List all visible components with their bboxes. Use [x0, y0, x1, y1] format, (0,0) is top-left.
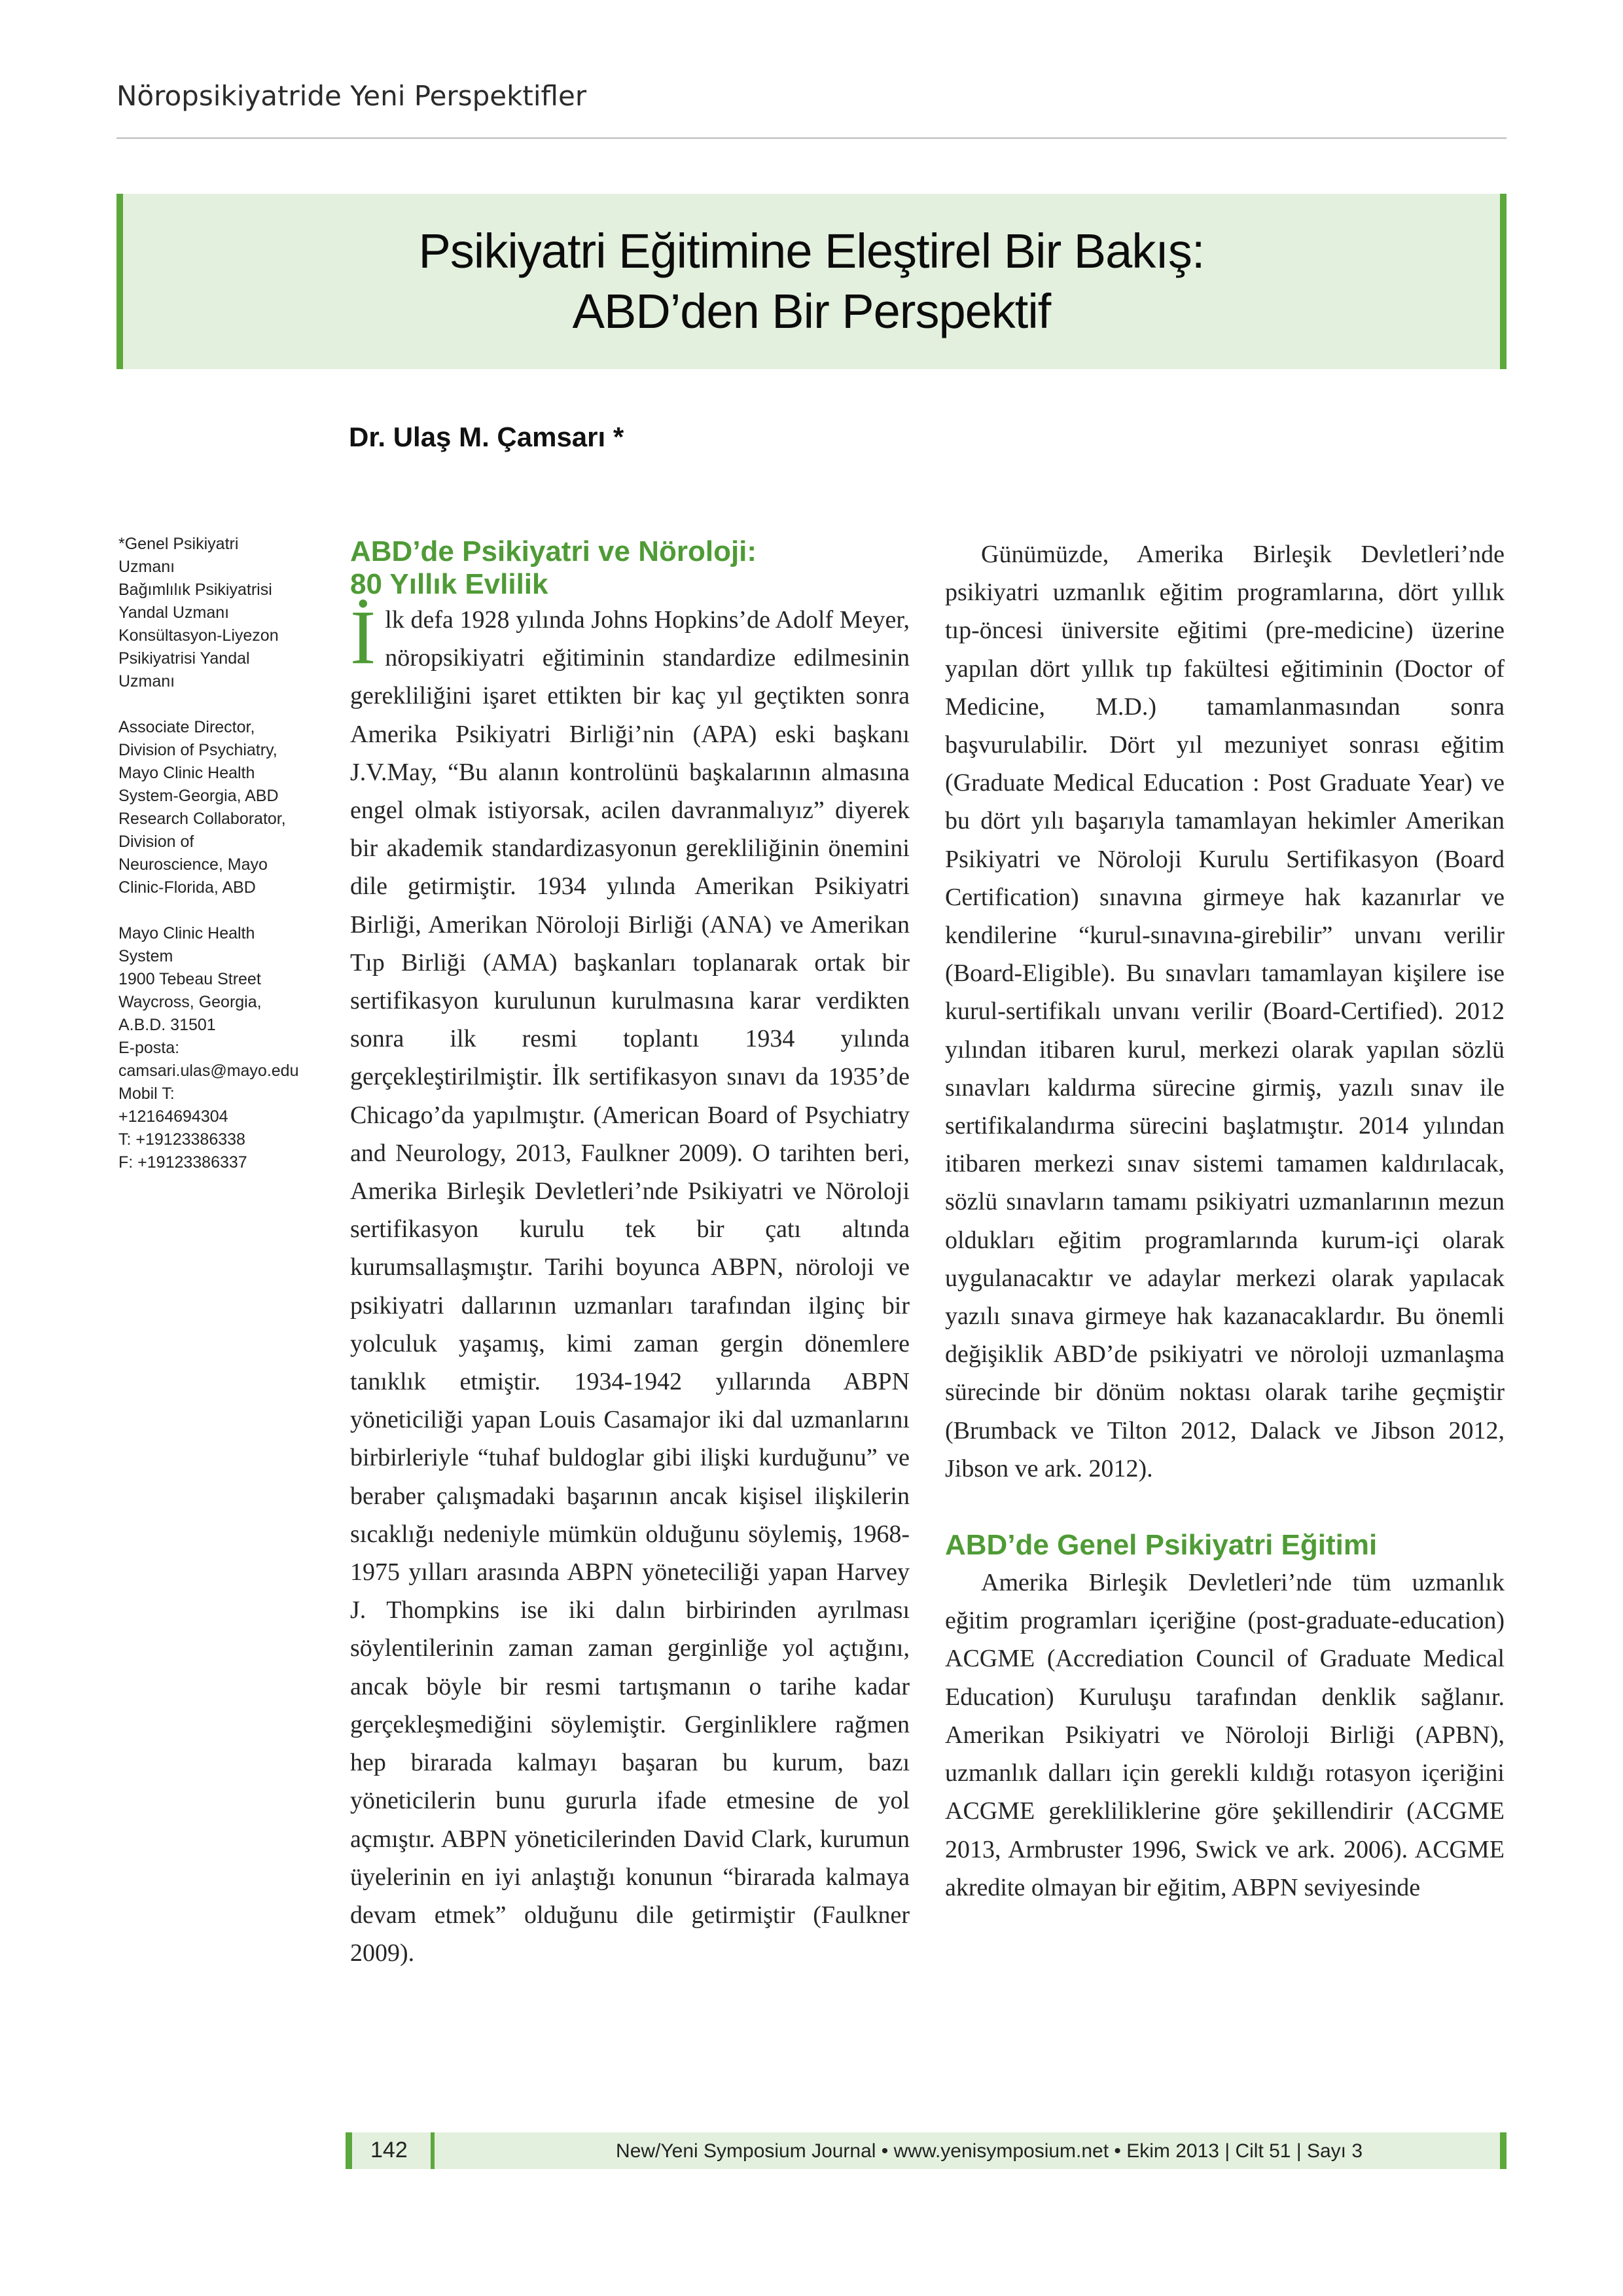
contact-phone: T: +19123386338: [118, 1130, 245, 1149]
article-column-2: [945, 535, 1505, 1907]
affiliation-line: Konsültasyon-Liyezon: [118, 626, 279, 645]
affiliation-line: Neuroscience, Mayo: [118, 855, 268, 874]
affiliation-line: Uzmanı: [118, 558, 175, 576]
contact-fax: F: +19123386337: [118, 1153, 247, 1172]
section-heading: [350, 535, 910, 601]
affiliation-line: Research Collaborator,: [118, 810, 286, 828]
affiliation-position-block: [118, 716, 315, 899]
contact-line: Waycross, Georgia,: [118, 993, 262, 1011]
author-affiliation-sidebar: [118, 533, 315, 1197]
journal-info: New/Yeni Symposium Journal • www.yenisymposium.net • Ekim 2013 | Cilt 51 | Sayı 3: [616, 2140, 1363, 2162]
contact-line: A.B.D. 31501: [118, 1016, 216, 1034]
body-paragraph: [350, 594, 910, 1972]
page-number: 142: [370, 2138, 408, 2162]
body-paragraph: Amerika Birleşik Devletleri’nde tüm uzmanlık eğitim programları içeriğine (post-graduate-education) ACGME (Accrediation Council of Graduate Medical Education) Kuruluşu tarafından denklik sağlanır. Amerikan Psikiyatri ve Nöroloji Birliği (APBN), uzmanlık dalları için gerekli kıldığı rotasyon içeriğini ACGME gerekliliklerine göre şekillendirir (ACGME 2013, Armbruster 1996, Swick ve ark. 2006). ACGME akredite olmayan bir eğitim, ABPN seviyesinde: [945, 1569, 1505, 1901]
article-title-line-1: Psikiyatri Eğitimine Eleştirel Bir Bakış:: [418, 224, 1205, 278]
contact-address-block: [118, 922, 315, 1174]
section-heading: ABD’de Genel Psikiyatri Eğitimi: [945, 1529, 1378, 1562]
author-name: Dr. Ulaş M. Çamsarı *: [349, 422, 624, 452]
affiliation-line: Clinic-Florida, ABD: [118, 878, 256, 897]
contact-phone: +12164694304: [118, 1107, 228, 1126]
contact-email: camsari.ulas@mayo.edu: [118, 1062, 299, 1080]
affiliation-line: Uzmanı: [118, 672, 175, 691]
contact-line: Mayo Clinic Health: [118, 924, 255, 942]
affiliation-line: *Genel Psikiyatri: [118, 535, 239, 553]
running-head: Nöropsikiyatride Yeni Perspektifler: [116, 80, 587, 112]
article-title-line-2: ABD’den Bir Perspektif: [572, 284, 1051, 338]
section-heading-line-2: 80 Yıllık Evlilik: [350, 568, 548, 600]
affiliation-line: Division of: [118, 833, 194, 851]
affiliation-line: Associate Director,: [118, 718, 255, 736]
section-heading-line-1: ABD’de Psikiyatri ve Nöroloji:: [350, 535, 757, 567]
contact-line: 1900 Tebeau Street: [118, 970, 261, 988]
footer-divider: [431, 2132, 435, 2169]
header-divider: [116, 137, 1507, 139]
affiliation-line: Psikiyatrisi Yandal: [118, 649, 250, 668]
page-footer: [346, 2132, 1507, 2169]
contact-line: System: [118, 947, 173, 965]
paragraph-text: lk defa 1928 yılında Johns Hopkins’de Adolf Meyer, nöropsikiyatri eğitiminin standardize edilmesinin gerekliliğini işaret ettikten bir kaç yıl geçtikten sonra Amerika Psikiyatri Birliği’nin (APA) eski başkanı J.V.May, “Bu alanın kontrolünü başkalarının almasına engel olmak istiyorsak, acilen davranmalıyız” diyerek bir akademik standardizasyonun gerekliliğinin önemini dile getirmiştir. 1934 yılında Amerikan Psikiyatri Birliği, Amerikan Nöroloji Birliği (ANA) ve Amerikan Tıp Birliği (AMA) başkanları toplanarak ortak bir sertifikasyon kurulunun kurulmasına karar verdikten sonra ilk resmi toplantı 1934 yılında gerçekleştirilmiştir. İlk sertifikasyon sınavı da 1935’de Chicago’da yapılmıştır. (American Board of Psychiatry and Neurology, 2013, Faulkner 2009). O tarihten beri, Amerika Birleşik Devletleri’nde Psikiyatri ve Nöroloji sertifikasyon kurulu tek bir çatı altında kurumsallaşmıştır. Tarihi boyunca ABPN, nöroloji ve psikiyatri dallarının uzmanları tarafından ilginç bir yolculuk yaşamış, kimi zaman gergin dönemlere tanıklık etmiştir. 1934-1942 yıllarında ABPN yöneticiliği yapan Louis Casamajor iki dal uzmanlarını birbirleriyle “tuhaf buldoglar gibi ilişki kurduğunu” ve beraber çalışmadaki başarının ancak kişisel ilişkilerin sıcaklığı nedeniyle mümkün olduğunu söylemiş, 1968-1975 yılları arasında ABPN yöneteciliği yapan Harvey J. Thompkins ise iki dalın birbirinden ayrılması söylentilerinin zaman zaman gerginliğe yol açtığını, ancak böyle bir resmi tartışmanın o tarihe kadar gerçekleşmediğini söylemiştir. Gerginliklere rağmen hep birarada kalmayı başaran bu kurum, bazı yöneticilerin bunu gururla ifade etmesine de yol açmıştır. ABPN yöneticilerinden David Clark, kurumun üyelerinin en iyi anlaştığı konunun “birarada kalmaya devam etmek” olduğunu dile getirmiştir (Faulkner 2009).: [350, 606, 910, 1967]
contact-line: E-posta:: [118, 1039, 180, 1057]
article-column-1: [350, 535, 910, 1972]
drop-cap: İ: [350, 594, 376, 680]
affiliation-line: Division of Psychiatry,: [118, 741, 277, 759]
affiliation-line: System-Georgia, ABD: [118, 787, 279, 805]
contact-line: Mobil T:: [118, 1085, 175, 1103]
affiliation-line: Bağımlılık Psikiyatrisi: [118, 581, 272, 599]
affiliation-line: Mayo Clinic Health: [118, 764, 255, 782]
title-banner: [116, 194, 1507, 369]
affiliation-title-block: [118, 533, 315, 693]
affiliation-line: Yandal Uzmanı: [118, 603, 230, 622]
body-paragraph: Günümüzde, Amerika Birleşik Devletleri’nde psikiyatri uzmanlık eğitim programlarına, dört yıllık tıp-öncesi üniversite eğitimi (pre-medicine) üzerine yapılan dört yıllık tıp fakültesi eğitiminin (Doctor of Medicine, M.D.) tamamlanmasından sonra başvurulabilir. Dört yıl mezuniyet sonrası eğitim (Graduate Medical Education : Post Graduate Year) ve bu dört yılı başarıyla tamamlayan hekimler Amerikan Psikiyatri ve Nöroloji Kurulu Sertifikasyon (Board Certification) sınavına girmeye hak kazanırlar ve kendilerine “kurul-sınavına-girebilir” unvanı verilir (Board-Eligible). Bu sınavları tamamlayan kişilere ise kurul-sertifikalı unvanı verilir (Board-Certified). 2012 yılından itibaren kurul, merkezi olarak yapılan sözlü sınavları kaldırma sürecine girmiş, yazılı sınav ile sertifikalandırma sürecini başlatmıştır. 2014 yılından itibaren merkezi sınav sistemi tamamen kaldırılacak, sözlü sınavların tamamı psikiyatri uzmanlarının mezun oldukları eğitim programlarında kurum-içi olarak uygulanacaktır ve adaylar merkezi olarak yapılacak yazılı sınava girmeye hak kazanacaklardır. Bu önemli değişiklik ABD’de psikiyatri ve nöroloji uzmanlaşma sürecinde bir dönüm noktası olarak tarihe geçmiştir (Brumback ve Tilton 2012, Dalack ve Jibson 2012, Jibson ve ark. 2012).: [945, 541, 1505, 1482]
